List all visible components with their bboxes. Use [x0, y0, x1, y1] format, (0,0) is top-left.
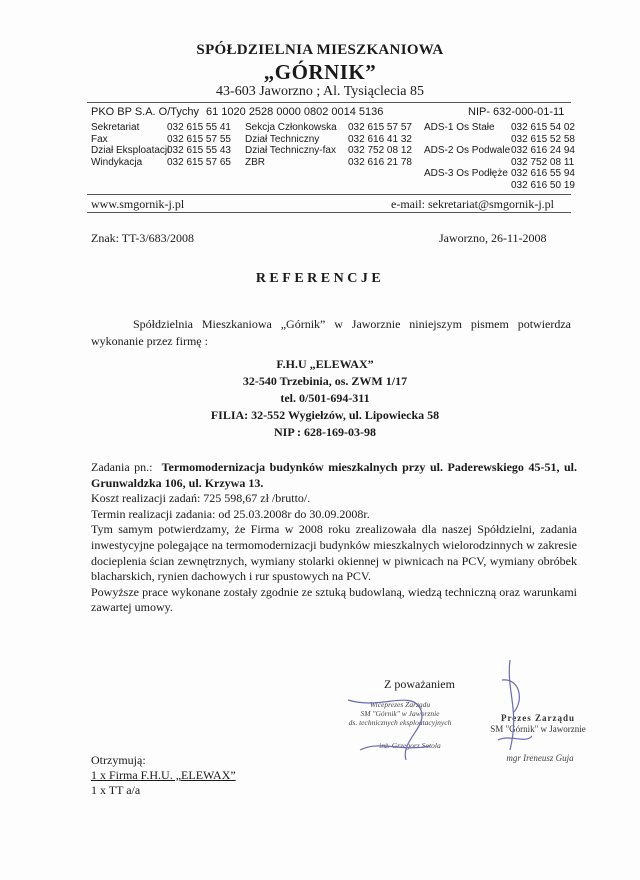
task-name: Termomodernizacja budynków mieszkalnych przy ul. Paderewskiego 45-51, ul. Grunwaldzka 106, ul. Krzywa 13. [91, 460, 578, 490]
org-address: 43-603 Jaworzno ; Al. Tysiąclecia 85 [216, 84, 424, 99]
stamp-left-line1: Wiceprezes Zarządu [369, 700, 431, 709]
firm-name: F.H.U „ELEWAX” [276, 357, 374, 371]
distribution-item: 1 x Firma F.H.U. „ELEWAX” [91, 768, 236, 782]
stamp-right-line1: Prezes Zarządu [500, 713, 576, 723]
contact-label: Dział Techniczny [245, 133, 320, 145]
contact-phone: 032 615 57 55 [167, 133, 231, 145]
firm-branch: FILIA: 32-552 Wygiełzów, ul. Lipowiecka 58 [210, 408, 440, 422]
contact-label [424, 180, 510, 192]
compliance-paragraph: Powyższe prace wykonane zostały zgodnie ze sztuką budowlaną, wiedzą techniczną oraz warunkami zawartej umowy. [91, 584, 577, 615]
header-rule-bottom [87, 212, 571, 213]
contact-phone: 032 616 41 32 [348, 133, 412, 145]
contact-label: ADS-1 Os Stałe [424, 122, 495, 133]
contact-phone: 032 616 21 78 [348, 156, 412, 168]
contact-phone: 032 616 55 94 [511, 168, 575, 180]
header-rule-top [87, 102, 571, 103]
place-date: Jaworzno, 26-11-2008 [439, 231, 547, 245]
contact-label: Windykacja [91, 156, 143, 168]
stamp-right-name: mgr Ireneusz Guja [506, 753, 574, 763]
contact-phone: 032 616 24 94 [511, 145, 575, 157]
document-title: REFERENCJE [255, 271, 385, 286]
contact-phone: 032 752 08 11 [511, 156, 575, 168]
stamp-left-line3: ds. technicznych eksploatacyjnych [348, 718, 452, 727]
firm-block [150, 356, 500, 441]
contact-phone: 032 615 55 41 [167, 122, 231, 133]
reference-number: Znak: TT-3/683/2008 [91, 231, 194, 245]
nip: NIP- 632-000-01-11 [468, 106, 565, 118]
contacts-col2-labels [245, 122, 337, 168]
stamp-right-line2: SM "Górnik" w Jaworznie [490, 724, 586, 734]
contacts-col1-phones [167, 122, 231, 168]
contact-phone: 032 615 52 58 [511, 133, 575, 145]
contacts-col2-phones [348, 122, 412, 168]
contact-label: Dział Techniczny-fax [245, 145, 336, 157]
confirmation-paragraph: Tym samym potwierdzamy, że Firma w 2008 roku zrealizowała dla naszej Spółdzielni, zadania inwestycyjne polegające na termomodernizacji budynków mieszkalnych wielorodzinnych w zakresie docieplenia ścian zewnętrznych, wymiany stolarki okiennej w piwnicach na PCV, wymiany obróbek blacharskich, rynien dachowych i rur spustowych na PCV. [91, 522, 577, 584]
intro-paragraph: Spółdzielnia Mieszkaniowa „Górnik” w Jaworznie niniejszym pismem potwierdza wykonanie przez firmę : [91, 317, 571, 348]
contact-label: ZBR [245, 156, 265, 168]
contact-label: Sekretariat [91, 122, 140, 133]
firm-nip: NIP : 628-169-03-98 [274, 425, 376, 439]
contact-label: ADS-3 Os Podłęże [424, 168, 508, 180]
contact-label [424, 134, 510, 146]
distribution-item: 1 x TT a/a [91, 783, 141, 797]
contacts-col3-labels [424, 122, 510, 192]
firm-address: 32-540 Trzebinia, os. ZWM 1/17 [242, 374, 408, 388]
stamp-left-name: inż. Grzegorz Sotola [379, 741, 441, 750]
contact-phone: 032 616 50 19 [511, 179, 575, 191]
contact-phone: 032 615 57 65 [167, 156, 231, 168]
firm-tel: tel. 0/501-694-311 [280, 391, 370, 405]
contact-label: Sekcja Członkowska [245, 122, 337, 133]
contact-label [424, 157, 510, 169]
distribution-list [91, 753, 236, 798]
contact-label: Dział Eksploatacji [91, 145, 170, 157]
contacts-col3-phones [511, 122, 575, 192]
signature-left [340, 680, 470, 770]
task-label: Zadania pn.: [91, 460, 153, 474]
closing-salutation: Z poważaniem [384, 677, 455, 691]
contact-label: ADS-2 Os Podwale [424, 145, 511, 157]
contacts-col1-labels [91, 122, 169, 168]
cost-line: Koszt realizacji zadań: 725 598,67 zł /brutto/. [91, 491, 311, 506]
stamp-left-line2: SM "Górnik" w Jaworznie [360, 709, 440, 718]
contact-phone: 032 615 54 02 [511, 122, 575, 133]
website-link[interactable]: www.smgornik-j.pl [91, 197, 185, 211]
bank-account: 61 1020 2528 0000 0802 0014 5136 [206, 106, 384, 118]
org-name: „GÓRNIK” [263, 60, 377, 84]
org-line1: SPÓŁDZIELNIA MIESZKANIOWA [196, 42, 444, 58]
term-line: Termin realizacji zadania: od 25.03.2008r do 30.09.2008r. [91, 506, 370, 521]
distribution-heading: Otrzymują: [91, 753, 146, 767]
contact-phone: 032 752 08 12 [348, 145, 412, 157]
contact-phone: 032 615 57 57 [348, 122, 412, 133]
bank-name: PKO BP S.A. O/Tychy [91, 106, 200, 118]
task-paragraph [91, 460, 577, 491]
header-rule-mid [87, 194, 571, 195]
email-link[interactable]: e-mail: sekretariat@smgornik-j.pl [391, 197, 555, 211]
signature-right [480, 650, 550, 770]
letter-body [91, 460, 577, 616]
contact-label: Fax [91, 133, 108, 145]
contact-phone: 032 615 55 43 [167, 145, 231, 157]
